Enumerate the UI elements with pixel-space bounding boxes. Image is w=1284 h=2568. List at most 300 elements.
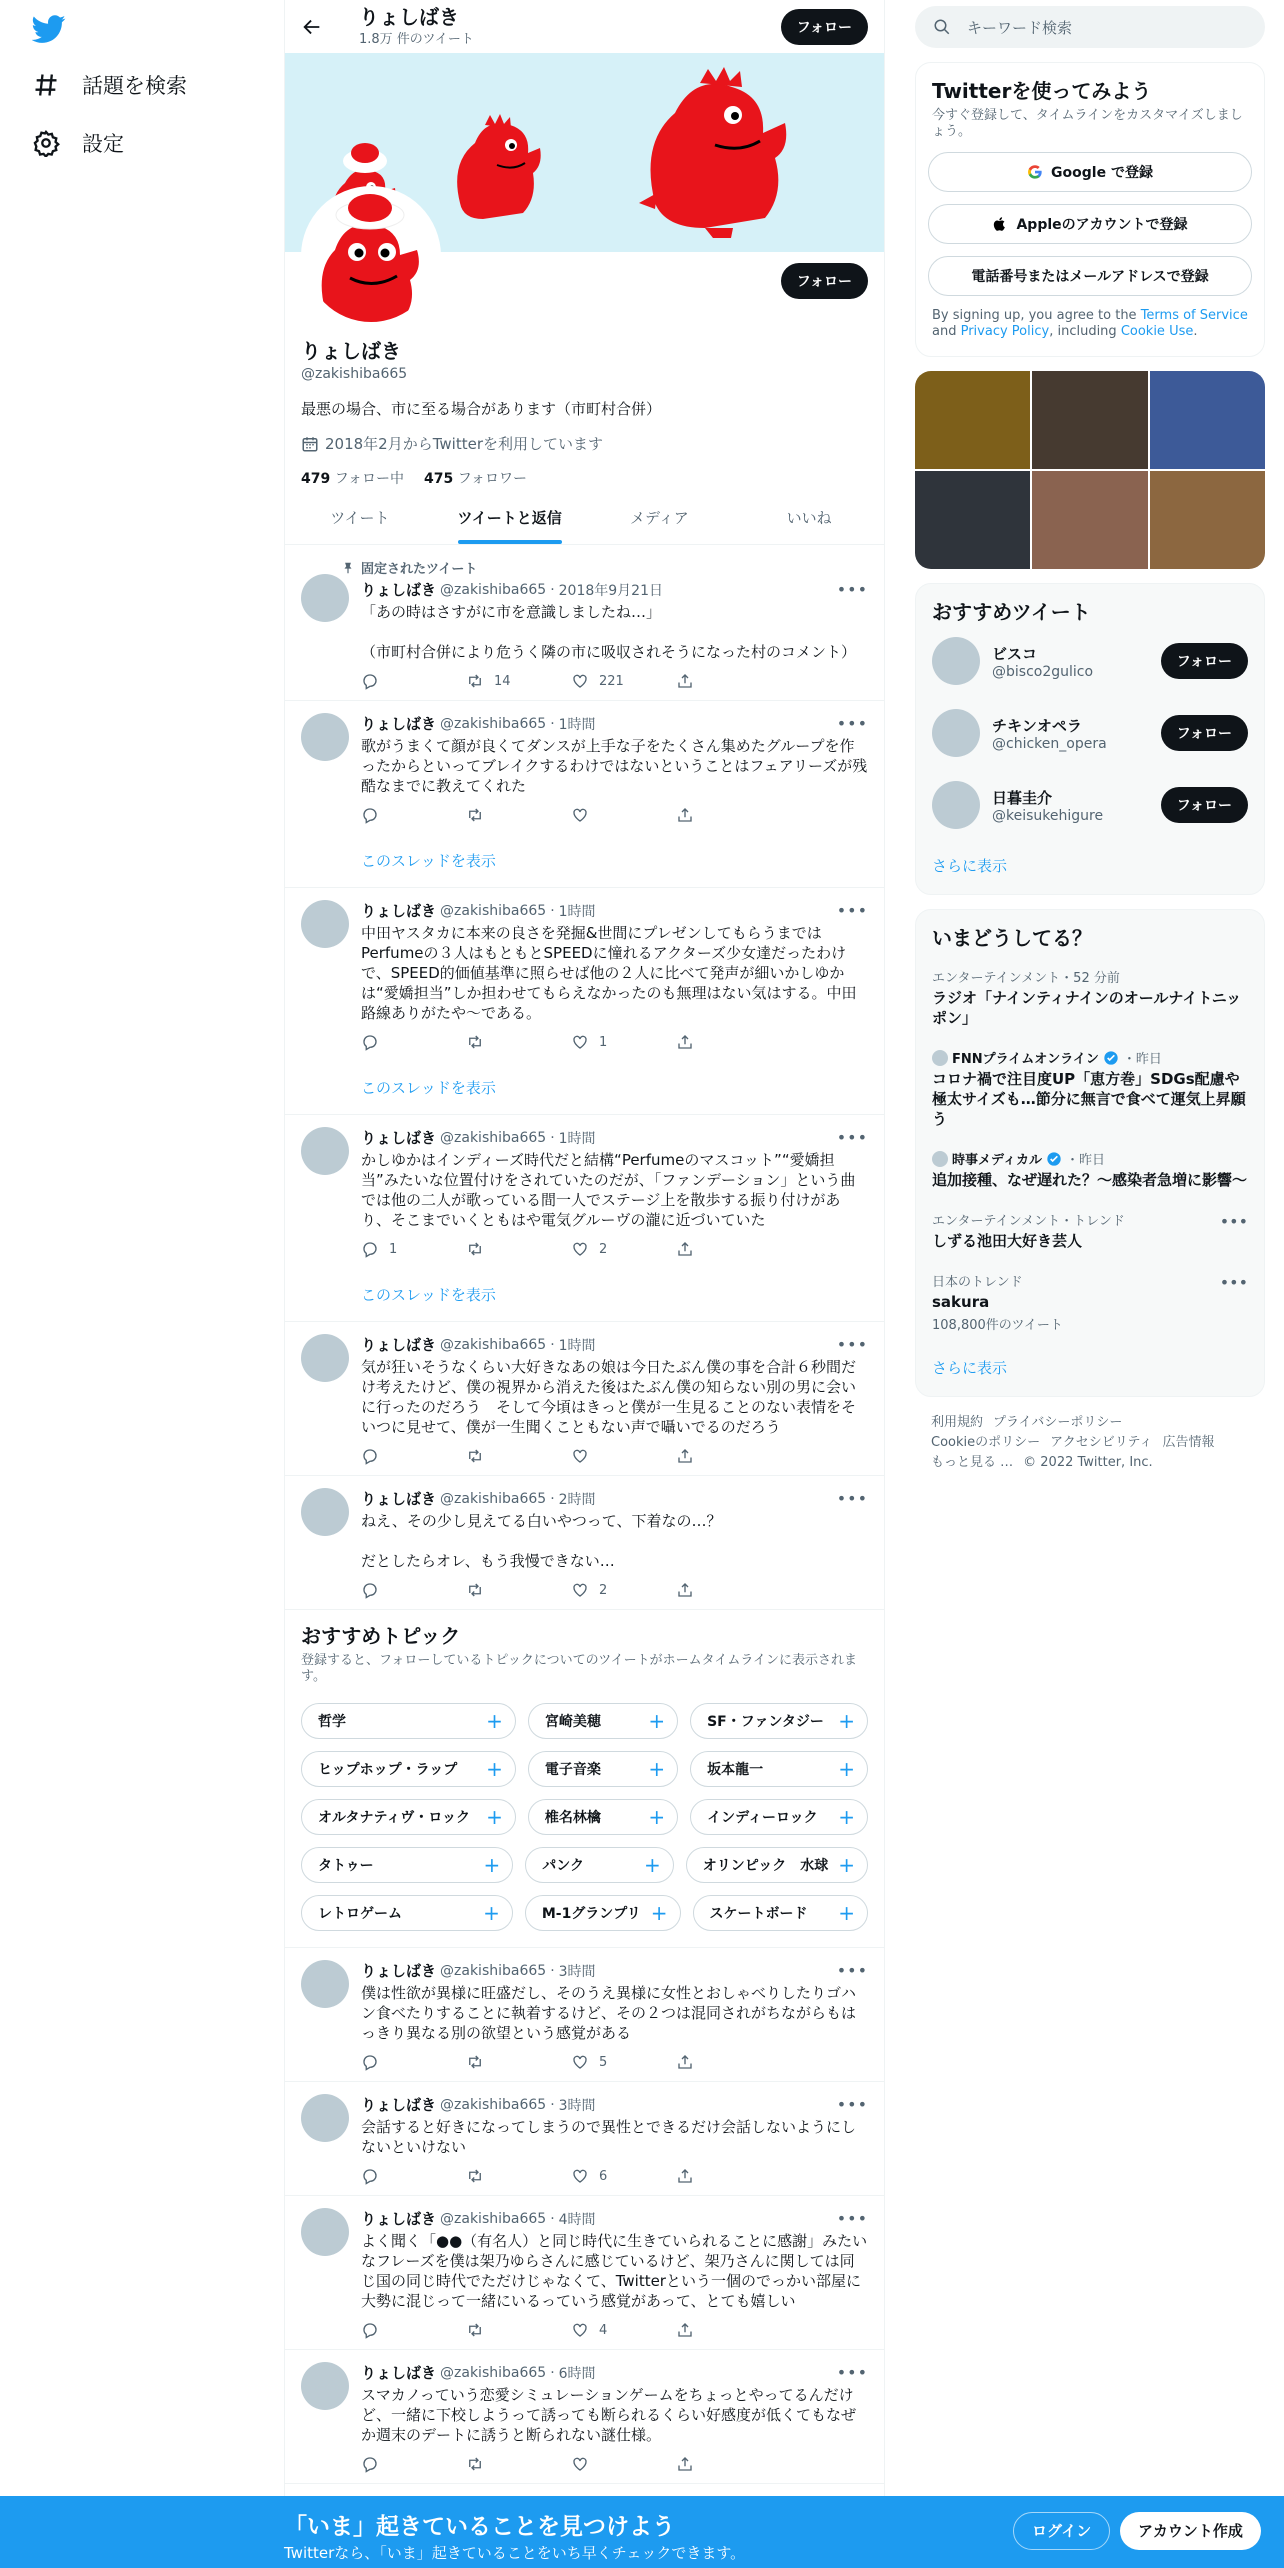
profile-name: りょしばき bbox=[301, 339, 401, 363]
bottom-bar-title: 「いま」起きていることを見つけよう bbox=[284, 2514, 675, 2540]
separator-dot: · bbox=[550, 902, 555, 919]
avatar[interactable] bbox=[301, 1334, 349, 1382]
topic-row bbox=[301, 1895, 868, 1931]
user-handle: @keisukehigure bbox=[992, 807, 1104, 824]
terms-link[interactable]: Terms of Service bbox=[1140, 308, 1248, 323]
topic-label: SF・ファンタジー bbox=[707, 1714, 824, 1730]
tweet-author-name[interactable]: りょしばき bbox=[361, 1336, 437, 1354]
user-info bbox=[992, 787, 1103, 824]
tweet-text: 「あの時はさすがに市を意識しましたね…」 （市町村合併により危うく隣の市に吸収されそうになった村のコメント） bbox=[361, 603, 857, 661]
tweet-actions bbox=[361, 2321, 868, 2339]
share-button[interactable] bbox=[676, 2167, 781, 2185]
plus-icon[interactable]: + bbox=[650, 1901, 668, 1925]
tweet-time[interactable]: 1時間 bbox=[558, 1130, 596, 1147]
topic-label: ヒップホップ・ラップ bbox=[318, 1762, 458, 1778]
tweet-author-name[interactable]: りょしばき bbox=[361, 1129, 437, 1147]
signup-subtitle: 今すぐ登録して、タイムラインをカスタマイズしましょう。 bbox=[932, 108, 1243, 139]
footer-link[interactable]: アクセシビリティ bbox=[1050, 1435, 1153, 1450]
following-link[interactable] bbox=[301, 468, 404, 488]
nav-settings[interactable] bbox=[32, 128, 124, 158]
footer-line bbox=[931, 1433, 1249, 1453]
retweet-button[interactable] bbox=[466, 1033, 571, 1051]
footer-link[interactable]: © 2022 Twitter, Inc. bbox=[1023, 1455, 1153, 1470]
tweet-author-handle: @zakishiba665 bbox=[440, 1336, 547, 1353]
like-icon bbox=[571, 2053, 589, 2071]
follow-button[interactable]: フォロー bbox=[1161, 787, 1248, 823]
footer-link[interactable]: プライバシーポリシー bbox=[993, 1415, 1123, 1430]
tweet[interactable] bbox=[285, 1115, 884, 1322]
share-icon bbox=[676, 806, 694, 824]
avatar[interactable] bbox=[301, 1488, 349, 1536]
share-icon bbox=[676, 2053, 694, 2071]
reply-icon bbox=[361, 1033, 379, 1051]
like-button[interactable] bbox=[571, 1447, 676, 1465]
media-thumbnail[interactable] bbox=[1150, 371, 1265, 469]
tweet-author-handle: @zakishiba665 bbox=[440, 2210, 547, 2227]
left-nav bbox=[0, 0, 284, 2568]
tweet-actions bbox=[361, 2167, 868, 2185]
tweet-author-name[interactable]: りょしばき bbox=[361, 2210, 437, 2228]
plus-icon[interactable]: + bbox=[838, 1853, 855, 1877]
google-signup-button[interactable] bbox=[928, 152, 1252, 192]
reply-icon bbox=[361, 1240, 379, 1258]
right-sidebar bbox=[915, 0, 1265, 1489]
tweet-author-name[interactable]: りょしばき bbox=[361, 2096, 437, 2114]
tweet-header bbox=[361, 1334, 868, 1355]
trend-source: FNNプライムオンライン bbox=[952, 1052, 1099, 1067]
show-thread-link[interactable]: このスレッドを表示 bbox=[361, 1079, 496, 1097]
tweet-time[interactable]: 3時間 bbox=[558, 1963, 596, 1980]
tweet-author-handle: @zakishiba665 bbox=[440, 902, 547, 919]
legal-text-2: and bbox=[932, 324, 961, 339]
like-icon bbox=[571, 1447, 589, 1465]
tweet-text: 僕は性欲が異様に旺盛だし、そのうえ異様に女性とおしゃべりしたりゴハン食べたりすることに執着するけど、その２つは混同されがちながらもはっきり異なる別の欲望という感覚がある bbox=[361, 1984, 857, 2042]
separator-dot: · bbox=[550, 581, 555, 598]
profile-bio: 最悪の場合、市に至る場合があります（市町村合併） bbox=[301, 400, 662, 418]
like-button[interactable] bbox=[571, 2321, 676, 2339]
tweet-header bbox=[361, 900, 868, 921]
media-grid bbox=[915, 371, 1265, 569]
like-button[interactable] bbox=[571, 806, 676, 824]
like-button[interactable] bbox=[571, 2167, 676, 2185]
topic-label: オルタナティヴ・ロック bbox=[318, 1810, 471, 1826]
separator-dot: · bbox=[550, 1129, 555, 1146]
tweet-author-name[interactable]: りょしばき bbox=[361, 2364, 437, 2382]
tweet-author-name[interactable]: りょしばき bbox=[361, 715, 437, 733]
retweet-icon bbox=[466, 1240, 484, 1258]
tweet[interactable] bbox=[285, 1322, 884, 1476]
reply-icon bbox=[361, 2053, 379, 2071]
like-button[interactable] bbox=[571, 1240, 676, 1258]
share-icon bbox=[676, 1033, 694, 1051]
tweet[interactable] bbox=[285, 2082, 884, 2196]
tweet[interactable] bbox=[285, 1948, 884, 2082]
plus-icon[interactable]: + bbox=[486, 1757, 503, 1781]
followers-link[interactable] bbox=[424, 468, 527, 488]
plus-icon[interactable]: + bbox=[483, 1853, 501, 1877]
topic-chip[interactable] bbox=[528, 1799, 678, 1835]
profile-info bbox=[301, 335, 868, 488]
avatar[interactable] bbox=[301, 900, 349, 948]
share-button[interactable] bbox=[676, 2321, 781, 2339]
topic-row bbox=[301, 1751, 868, 1787]
reply-button[interactable] bbox=[361, 2321, 466, 2339]
show-thread-link[interactable]: このスレッドを表示 bbox=[361, 852, 496, 870]
profile-joined-text: 2018年2月からTwitterを利用しています bbox=[325, 435, 603, 453]
retweet-button[interactable] bbox=[466, 2455, 571, 2473]
main-column bbox=[284, 0, 885, 2568]
tweet-text: よく聞く「●●（有名人）と同じ時代に生きていられることに感謝」みたいなフレーズを僕は架乃ゆらさんに感じているけど、架乃さんに関しては同じ国の同じ時代でただけじゃなくて、Twitterという一個のでっかい部屋に大勢に混じって一緒にいるっていう感覚があって、とても嬉しい bbox=[361, 2232, 868, 2310]
recommend-title: おすすめツイート bbox=[932, 600, 1091, 624]
user-name: ビスコ bbox=[992, 644, 1038, 663]
more-options-icon[interactable]: ••• bbox=[836, 901, 868, 920]
retweet-button[interactable] bbox=[466, 672, 571, 690]
like-button[interactable] bbox=[571, 2053, 676, 2071]
topic-row bbox=[301, 1703, 868, 1739]
reply-icon bbox=[361, 2321, 379, 2339]
like-button[interactable] bbox=[571, 2455, 676, 2473]
reply-icon bbox=[361, 1581, 379, 1599]
tweet-time[interactable]: 1時間 bbox=[558, 1337, 596, 1354]
avatar[interactable] bbox=[301, 1127, 349, 1175]
trend-item[interactable] bbox=[916, 1200, 1264, 1261]
tweet-author-handle: @zakishiba665 bbox=[440, 1129, 547, 1146]
tweet-header bbox=[361, 713, 868, 734]
retweet-icon bbox=[466, 2053, 484, 2071]
tweet-time[interactable]: 6時間 bbox=[558, 2365, 596, 2382]
reply-button[interactable] bbox=[361, 1447, 466, 1465]
user-handle: @bisco2gulico bbox=[992, 663, 1094, 680]
share-icon bbox=[676, 672, 694, 690]
user-name: 日暮圭介 bbox=[992, 788, 1053, 807]
trend-title: sakura bbox=[932, 1293, 990, 1311]
phone-signup-label: 電話番号またはメールアドレスで登録 bbox=[971, 269, 1209, 285]
tweet-author-name[interactable]: りょしばき bbox=[361, 902, 437, 920]
like-count: 221 bbox=[599, 673, 624, 689]
recommended-user[interactable] bbox=[916, 769, 1264, 841]
media-thumbnail[interactable] bbox=[1032, 471, 1147, 569]
follow-button[interactable]: フォロー bbox=[1161, 715, 1248, 751]
avatar[interactable] bbox=[301, 713, 349, 761]
pin-icon bbox=[341, 561, 355, 575]
more-options-icon[interactable]: ••• bbox=[1219, 1273, 1248, 1292]
tweet-actions bbox=[361, 806, 868, 824]
share-button[interactable] bbox=[676, 806, 781, 824]
retweet-button[interactable] bbox=[466, 1240, 571, 1258]
topic-chip[interactable] bbox=[686, 1847, 868, 1883]
like-button[interactable] bbox=[571, 672, 676, 690]
more-options-icon[interactable]: ••• bbox=[836, 2209, 868, 2228]
verified-badge-icon bbox=[1103, 1050, 1119, 1066]
tweet-time[interactable]: 1時間 bbox=[558, 716, 596, 733]
trend-category bbox=[932, 1048, 1248, 1067]
tweet-feed bbox=[285, 546, 884, 2484]
reply-button[interactable] bbox=[361, 1240, 466, 1258]
more-options-icon[interactable]: ••• bbox=[836, 1961, 868, 1980]
media-thumbnail[interactable] bbox=[1032, 371, 1147, 469]
tweet[interactable] bbox=[285, 701, 884, 888]
profile-avatar[interactable] bbox=[301, 186, 441, 326]
tweet-author-name[interactable]: りょしばき bbox=[361, 1490, 437, 1508]
topic-label: 電子音楽 bbox=[544, 1762, 601, 1778]
separator-dot: · bbox=[550, 1336, 555, 1353]
footer-line bbox=[931, 1453, 1249, 1473]
like-icon bbox=[571, 1240, 589, 1258]
plus-icon[interactable]: + bbox=[838, 1805, 855, 1829]
retweet-button[interactable] bbox=[466, 806, 571, 824]
trend-item[interactable] bbox=[916, 1261, 1264, 1343]
header-follow-button[interactable]: フォロー bbox=[781, 9, 868, 45]
tweet[interactable] bbox=[285, 2196, 884, 2350]
user-info bbox=[992, 715, 1107, 752]
share-button[interactable] bbox=[676, 2455, 781, 2473]
footer-link[interactable]: Cookieのポリシー bbox=[931, 1435, 1041, 1450]
trends-title: いまどうしてる？ bbox=[932, 926, 1092, 950]
separator-dot: · bbox=[550, 715, 555, 732]
retweet-button[interactable] bbox=[466, 2321, 571, 2339]
trend-category-text: 日本のトレンド bbox=[932, 1275, 1023, 1290]
more-options-icon[interactable]: ••• bbox=[836, 580, 868, 599]
more-options-icon[interactable]: ••• bbox=[836, 2095, 868, 2114]
apple-signup-button[interactable] bbox=[928, 204, 1252, 244]
reply-button[interactable] bbox=[361, 1033, 466, 1051]
tweet-actions bbox=[361, 2455, 868, 2473]
topic-label: 哲学 bbox=[318, 1714, 346, 1730]
avatar[interactable] bbox=[301, 2094, 349, 2142]
trend-category-text: ・昨日 bbox=[1122, 1052, 1162, 1067]
tweet-time[interactable]: 1時間 bbox=[558, 903, 596, 920]
topic-chip[interactable] bbox=[525, 1895, 681, 1931]
signup-title: Twitterを使ってみよう bbox=[932, 79, 1152, 103]
avatar[interactable] bbox=[932, 637, 980, 685]
like-button[interactable] bbox=[571, 1581, 676, 1599]
more-options-icon[interactable]: ••• bbox=[836, 2363, 868, 2382]
retweet-icon bbox=[466, 1033, 484, 1051]
trend-count: 108,800件のツイート bbox=[932, 1318, 1063, 1333]
reply-icon bbox=[361, 1447, 379, 1465]
profile-follow-stats bbox=[301, 468, 868, 488]
trend-category-text: ・昨日 bbox=[1065, 1153, 1105, 1168]
retweet-button[interactable] bbox=[466, 1581, 571, 1599]
topic-chip[interactable] bbox=[693, 1895, 868, 1931]
followers-count: 475 bbox=[424, 471, 454, 487]
trend-item[interactable] bbox=[916, 957, 1264, 1038]
plus-icon[interactable]: + bbox=[644, 1853, 661, 1877]
plus-icon[interactable]: + bbox=[486, 1709, 503, 1733]
tweet-time[interactable]: 3時間 bbox=[558, 2097, 596, 2114]
recommended-user[interactable] bbox=[916, 625, 1264, 697]
retweet-button[interactable] bbox=[466, 1447, 571, 1465]
trend-item[interactable] bbox=[916, 1038, 1264, 1139]
topic-label: レトロゲーム bbox=[318, 1906, 402, 1922]
tab-media[interactable]: メディア bbox=[629, 509, 689, 527]
topic-chip[interactable] bbox=[690, 1703, 868, 1739]
topic-chip[interactable] bbox=[301, 1895, 513, 1931]
signup-card bbox=[915, 62, 1265, 357]
google-icon bbox=[1027, 164, 1043, 180]
media-thumbnail[interactable] bbox=[1150, 471, 1265, 569]
plus-icon[interactable]: + bbox=[838, 1901, 855, 1925]
reply-icon bbox=[361, 2167, 379, 2185]
search-placeholder: キーワード検索 bbox=[967, 18, 1073, 37]
more-options-icon[interactable]: ••• bbox=[836, 1335, 868, 1354]
topic-label: パンク bbox=[542, 1858, 585, 1874]
topic-label: 椎名林檎 bbox=[544, 1810, 601, 1826]
share-button[interactable] bbox=[676, 1581, 781, 1599]
topic-chip[interactable] bbox=[528, 1751, 678, 1787]
avatar[interactable] bbox=[932, 709, 980, 757]
avatar[interactable] bbox=[301, 574, 349, 622]
tweet-actions bbox=[361, 672, 868, 690]
topic-chip[interactable] bbox=[301, 1847, 513, 1883]
footer-link[interactable]: 広告情報 bbox=[1162, 1435, 1215, 1450]
tweet-author-name[interactable]: りょしばき bbox=[361, 581, 437, 599]
follow-button[interactable]: フォロー bbox=[1161, 643, 1248, 679]
nav-explore[interactable] bbox=[32, 70, 187, 100]
share-button[interactable] bbox=[676, 1240, 781, 1258]
profile-tabs bbox=[285, 492, 884, 545]
footer-link[interactable]: もっと見る … bbox=[931, 1455, 1014, 1470]
privacy-link[interactable]: Privacy Policy bbox=[960, 324, 1050, 339]
avatar[interactable] bbox=[932, 781, 980, 829]
tweet-author-handle: @zakishiba665 bbox=[440, 1490, 547, 1507]
plus-icon[interactable]: + bbox=[838, 1757, 855, 1781]
topic-chip[interactable] bbox=[301, 1703, 516, 1739]
share-button[interactable] bbox=[676, 1033, 781, 1051]
avatar[interactable] bbox=[301, 2208, 349, 2256]
tweet-time[interactable]: 4時間 bbox=[558, 2211, 596, 2228]
footer-link[interactable]: 利用規約 bbox=[931, 1415, 984, 1430]
plus-icon[interactable]: + bbox=[648, 1805, 666, 1829]
like-button[interactable] bbox=[571, 1033, 676, 1051]
twitter-logo-icon[interactable] bbox=[32, 12, 66, 46]
tweet[interactable] bbox=[285, 2350, 884, 2484]
recommended-user[interactable] bbox=[916, 697, 1264, 769]
retweet-button[interactable] bbox=[466, 2053, 571, 2071]
reply-button[interactable] bbox=[361, 806, 466, 824]
avatar[interactable] bbox=[301, 2362, 349, 2410]
topic-label: インディーロック bbox=[707, 1810, 818, 1826]
tweet-author-name[interactable]: りょしばき bbox=[361, 1962, 437, 1980]
phone-signup-button[interactable] bbox=[928, 256, 1252, 296]
recommended-topics bbox=[285, 1610, 884, 1948]
share-icon bbox=[676, 1581, 694, 1599]
search-box[interactable] bbox=[915, 6, 1265, 48]
media-thumbnail[interactable] bbox=[915, 471, 1030, 569]
topic-chip[interactable] bbox=[301, 1751, 516, 1787]
trend-category-text: エンターテインメント・52 分前 bbox=[932, 971, 1120, 986]
avatar[interactable] bbox=[301, 1960, 349, 2008]
tweet-author-handle: @zakishiba665 bbox=[440, 2096, 547, 2113]
user-name: チキンオペラ bbox=[992, 716, 1082, 735]
separator-dot: · bbox=[550, 1962, 555, 1979]
tweet-header bbox=[361, 1960, 868, 1981]
plus-icon[interactable]: + bbox=[838, 1709, 855, 1733]
reply-button[interactable] bbox=[361, 2455, 466, 2473]
share-button[interactable] bbox=[676, 672, 781, 690]
tweet[interactable] bbox=[285, 546, 884, 701]
media-thumbnail[interactable] bbox=[915, 371, 1030, 469]
topic-chip[interactable] bbox=[301, 1799, 516, 1835]
reply-button[interactable] bbox=[361, 2167, 466, 2185]
retweet-icon bbox=[466, 2167, 484, 2185]
tweet-time[interactable]: 2018年9月21日 bbox=[558, 582, 663, 599]
search-icon bbox=[933, 18, 951, 36]
retweet-button[interactable] bbox=[466, 2167, 571, 2185]
like-count: 2 bbox=[599, 1582, 608, 1598]
show-thread-link[interactable]: このスレッドを表示 bbox=[361, 1286, 496, 1304]
share-icon bbox=[676, 2455, 694, 2473]
trends-more-link[interactable]: さらに表示 bbox=[932, 1359, 1008, 1377]
plus-icon[interactable]: + bbox=[486, 1805, 503, 1829]
trend-title: コロナ禍で注目度UP「恵方巻」SDGs配慮や極太サイズも…節分に無言で食べて運気上昇願う bbox=[932, 1070, 1246, 1128]
trend-title: 追加接種、なぜ遅れた？～感染者急増に影響～ bbox=[932, 1171, 1248, 1189]
apple-signup-label: Appleのアカウントで登録 bbox=[1016, 217, 1188, 233]
profile-follow-button[interactable]: フォロー bbox=[781, 263, 868, 299]
bottom-bar-subtitle: Twitterなら、「いま」起きていることをいち早くチェックできます。 bbox=[284, 2544, 746, 2562]
create-account-button[interactable]: アカウント作成 bbox=[1120, 2512, 1261, 2550]
topic-label: 坂本龍一 bbox=[707, 1762, 764, 1778]
more-options-icon[interactable]: ••• bbox=[836, 1128, 868, 1147]
more-options-icon[interactable]: ••• bbox=[836, 1489, 868, 1508]
tab-likes[interactable]: いいね bbox=[786, 509, 832, 527]
recommend-more-link[interactable]: さらに表示 bbox=[932, 857, 1008, 875]
topic-chip[interactable] bbox=[525, 1847, 673, 1883]
tweet-text: スマカノっていう恋愛シミュレーションゲームをちょっとやってるんだけど、一緒に下校しようって誘っても断られるくらい好感度が低くてもなぜか週末のデートに誘うと断られない謎仕様。 bbox=[361, 2386, 857, 2444]
verified-badge-icon bbox=[1046, 1151, 1062, 1167]
topic-label: M-1グランプリ bbox=[541, 1906, 641, 1922]
reply-button[interactable] bbox=[361, 1581, 466, 1599]
trend-item[interactable] bbox=[916, 1139, 1264, 1200]
like-icon bbox=[571, 806, 589, 824]
share-button[interactable] bbox=[676, 2053, 781, 2071]
tweet-actions bbox=[361, 1581, 868, 1599]
plus-icon[interactable]: + bbox=[483, 1901, 500, 1925]
retweet-icon bbox=[466, 806, 484, 824]
gear-icon bbox=[32, 129, 60, 157]
tweet[interactable] bbox=[285, 1476, 884, 1610]
source-avatar bbox=[932, 1151, 948, 1167]
share-button[interactable] bbox=[676, 1447, 781, 1465]
tweet-time[interactable]: 2時間 bbox=[558, 1491, 596, 1508]
separator-dot: · bbox=[550, 2364, 555, 2381]
footer-line bbox=[931, 1413, 1249, 1433]
topic-chip[interactable] bbox=[528, 1703, 678, 1739]
tab-tweets[interactable]: ツイート bbox=[330, 509, 390, 527]
reply-icon bbox=[361, 2455, 379, 2473]
topic-chip[interactable] bbox=[690, 1751, 868, 1787]
back-arrow-icon[interactable] bbox=[301, 16, 323, 38]
reply-button[interactable] bbox=[361, 2053, 466, 2071]
legal-text-4: . bbox=[1193, 324, 1198, 339]
cookie-link[interactable]: Cookie Use bbox=[1120, 324, 1194, 339]
profile-joined bbox=[301, 433, 868, 454]
login-button[interactable]: ログイン bbox=[1013, 2512, 1110, 2550]
plus-icon[interactable]: + bbox=[648, 1757, 666, 1781]
avatar-image bbox=[305, 190, 437, 322]
more-options-icon[interactable]: ••• bbox=[836, 714, 868, 733]
topic-chip[interactable] bbox=[690, 1799, 868, 1835]
tweet[interactable] bbox=[285, 888, 884, 1115]
tweet-header bbox=[361, 579, 868, 600]
tab-tweets-and-replies[interactable]: ツイートと返信 bbox=[435, 492, 585, 544]
share-icon bbox=[676, 2167, 694, 2185]
more-options-icon[interactable]: ••• bbox=[1219, 1212, 1248, 1231]
like-icon bbox=[571, 1581, 589, 1599]
reply-button[interactable] bbox=[361, 672, 466, 690]
plus-icon[interactable]: + bbox=[648, 1709, 666, 1733]
like-count: 4 bbox=[599, 2322, 608, 2338]
